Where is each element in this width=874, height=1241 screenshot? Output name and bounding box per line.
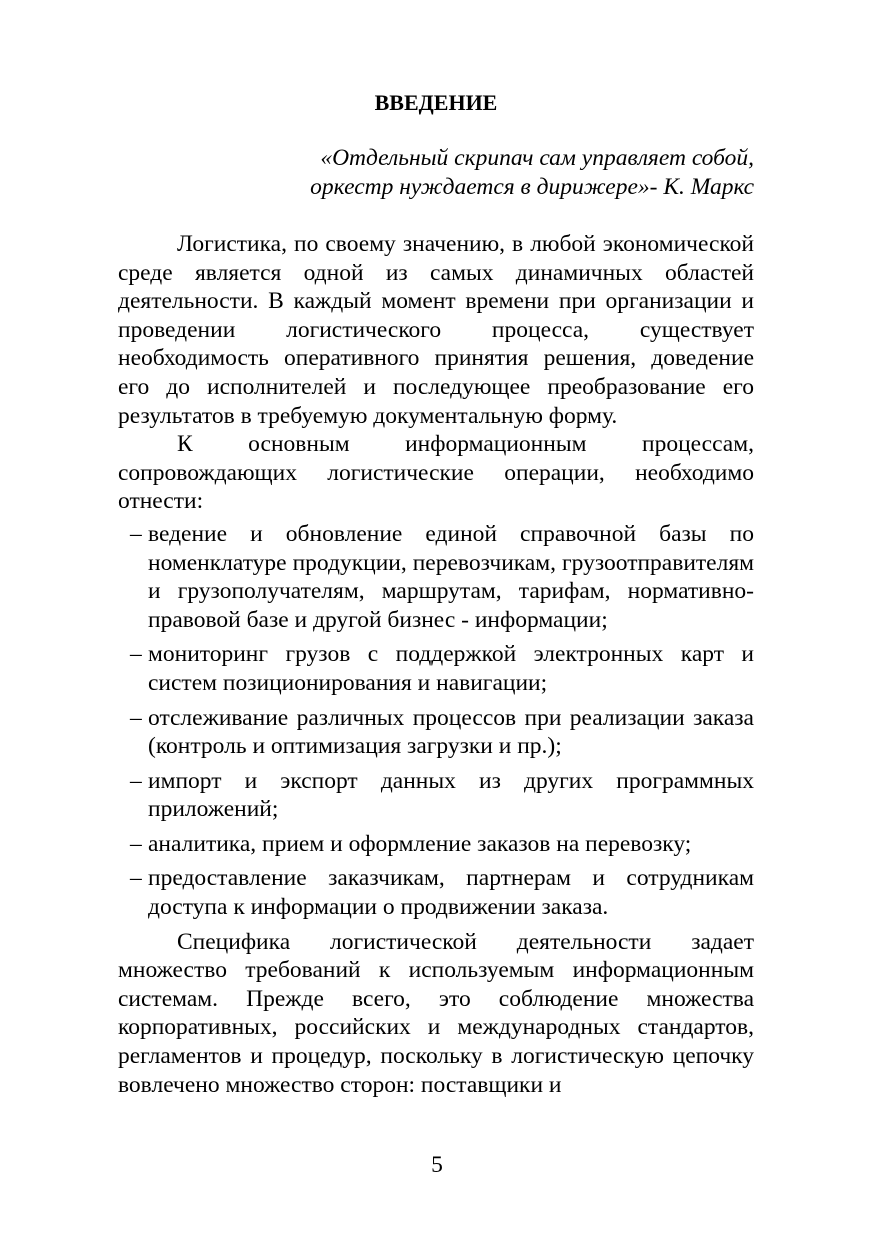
process-list (118, 520, 754, 922)
list-item (118, 767, 754, 824)
list-item (118, 830, 754, 859)
list-dash: – (130, 830, 142, 857)
epigraph-line-2: оркестр нуждается в дирижере»- К. Маркс (310, 174, 754, 200)
epigraph-line-1: «Отдельный скрипач сам управляет собой, (320, 145, 754, 171)
body-text (118, 230, 754, 1099)
list-item-text: ведение и обновление единой справочной базы по номенклатуре продукции, перевозчикам, грузоотправителям и грузополучателям, маршрутам, тарифам, нормативно-правовой базе и другой бизнес - информации; (148, 520, 754, 633)
list-dash: – (130, 520, 142, 547)
list-dash: – (130, 767, 142, 794)
list-item (118, 520, 754, 634)
paragraph-3: Специфика логистической деятельности задает множество требований к используемым информационным системам. Прежде всего, это соблюдение множества корпоративных, российских и международных стандартов, регламентов и процедур, поскольку в логистическую цепочку вовлечено множество сторон: поставщики и (118, 928, 754, 1098)
list-item-text: импорт и экспорт данных из других программных приложений; (148, 767, 754, 823)
list-item-text: мониторинг грузов с поддержкой электронных карт и систем позиционирования и навигации; (148, 641, 754, 696)
paragraph-2: К основным информационным процессам, сопровождающих логистические операции, необходимо отнести: (118, 431, 754, 515)
page-number: 5 (431, 1152, 443, 1178)
list-item-text: отслеживание различных процессов при реализации заказа (контроль и оптимизация загрузки и пр.); (148, 704, 754, 760)
epigraph (118, 144, 754, 202)
list-dash: – (130, 641, 142, 668)
paragraph-1: Логистика, по своему значению, в любой экономической среде является одной из самых динамичных областей деятельности. В каждый момент времени при организации и проведении логистического процесса, существует необходимость оперативного принятия решения, доведение его до исполнителей и последующее преобразование его результатов в требуемую документальную форму. (118, 231, 754, 429)
list-item (118, 640, 754, 697)
list-item (118, 864, 754, 921)
list-item-text: аналитика, прием и оформление заказов на перевозку; (148, 830, 692, 857)
list-item-text: предоставление заказчикам, партнерам и сотрудникам доступа к информации о продвижении заказа. (148, 865, 754, 921)
list-dash: – (130, 704, 142, 731)
page-title: ВВЕДЕНИЕ (374, 90, 498, 115)
list-dash: – (130, 865, 142, 892)
page-content (118, 86, 754, 1099)
list-item (118, 704, 754, 761)
